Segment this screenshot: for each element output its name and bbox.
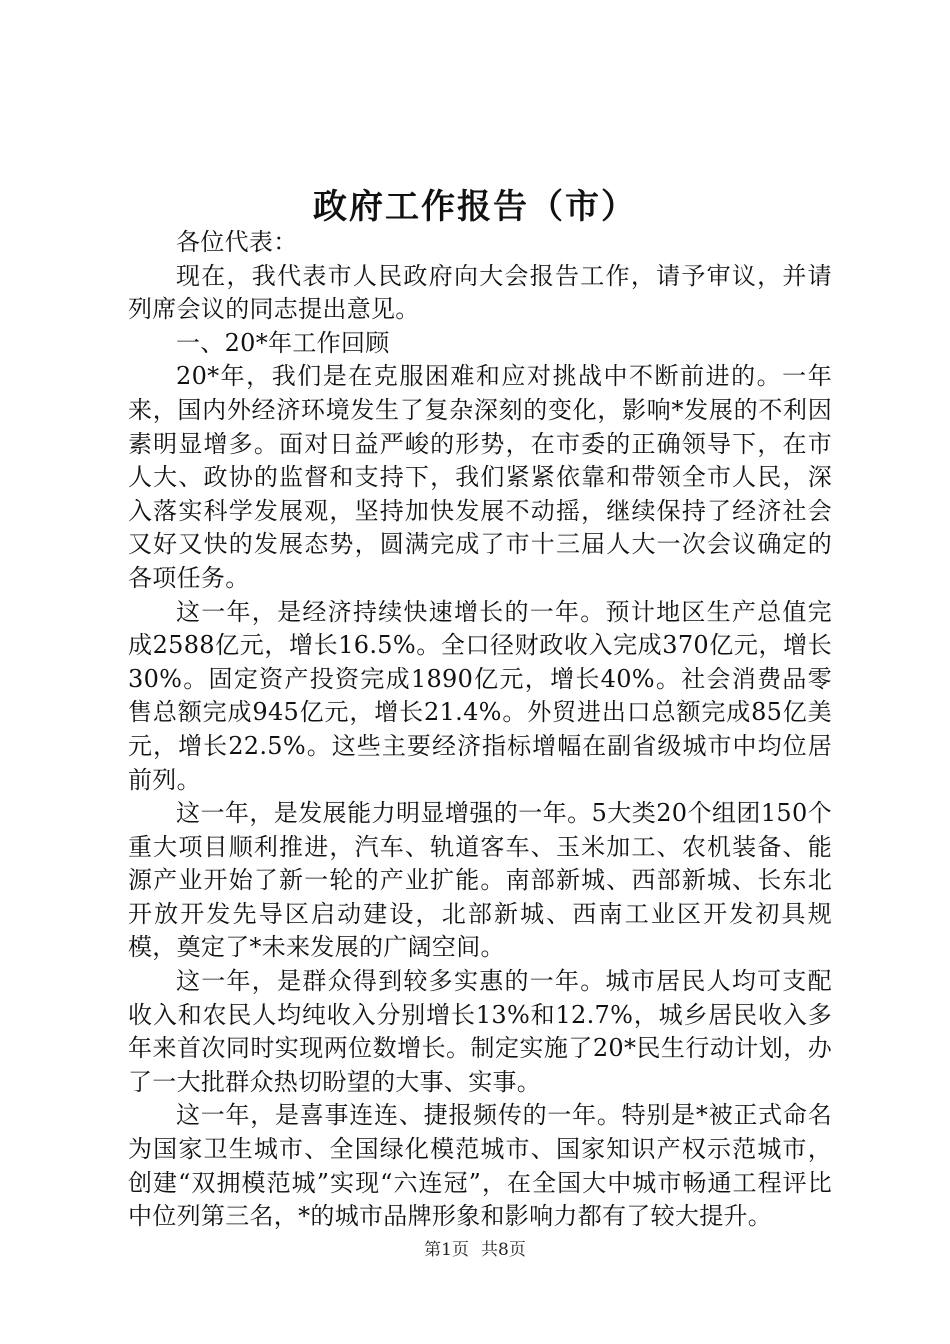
salutation: 各位代表： xyxy=(176,228,298,256)
document-title: 政府工作报告（市） xyxy=(313,187,637,227)
page-total: 共8页 xyxy=(481,1240,526,1260)
review-paragraph: 20*年，我们是在克服困难和应对挑战中不断前进的。一年来，国内外经济环境发生了复杂深刻的变化，影响*发展的不利因素明显增多。面对日益严峻的形势，在市委的正确领导下，在市人大、政协的监督和支持下，我们紧紧依靠和带领全市人民，深入落实科学发展观，坚持加快发展不动摇，继续保持了经济社会又好又快的发展态势，圆满完成了市十三届人大一次会议确定的各项任务。 xyxy=(128,362,832,592)
development-paragraph: 这一年，是发展能力明显增强的一年。5大类20个组团150个重大项目顺利推进，汽车、轨道客车、玉米加工、农机装备、能源产业开始了新一轮的产业扩能。南部新城、西部新城、长东北开放开发先导区启动建设，北部新城、西南工业区开发初具规模，奠定了*未来发展的广阔空间。 xyxy=(128,799,832,962)
page-number: 第1页 xyxy=(424,1240,469,1260)
page-footer xyxy=(0,1238,950,1262)
economy-paragraph: 这一年，是经济持续快速增长的一年。预计地区生产总值完成2588亿元，增长16.5%。全口径财政收入完成370亿元，增长30%。固定资产投资完成1890亿元，增长40%。社会消费品零售总额完成945亿元，增长21.4%。外贸进出口总额完成85亿美元，增长22.5%。这些主要经济指标增幅在副省级城市中均位居前列。 xyxy=(128,597,832,794)
document-body xyxy=(128,226,832,1234)
achievements-paragraph: 这一年，是喜事连连、捷报频传的一年。特别是*被正式命名为国家卫生城市、全国绿化模范城市、国家知识产权示范城市，创建“双拥模范城”实现“六连冠”，在全国大中城市畅通工程评比中位列第三名，*的城市品牌形象和影响力都有了较大提升。 xyxy=(128,1101,832,1231)
livelihood-paragraph: 这一年，是群众得到较多实惠的一年。城市居民人均可支配收入和农民人均纯收入分别增长13%和12.7%，城乡居民收入多年来首次同时实现两位数增长。制定实施了20*民生行动计划，办了一大批群众热切盼望的大事、实事。 xyxy=(128,967,832,1096)
section-heading: 一、20*年工作回顾 xyxy=(176,328,390,357)
intro-paragraph: 现在，我代表市人民政府向大会报告工作，请予审议，并请列席会议的同志提出意见。 xyxy=(128,261,832,324)
